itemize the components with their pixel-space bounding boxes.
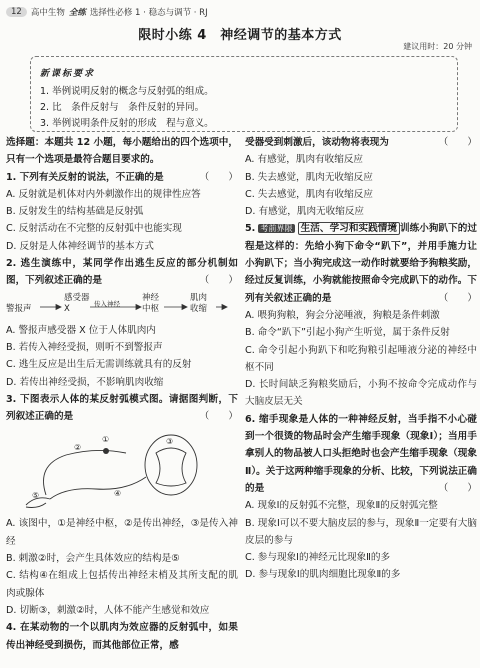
question-4: 4. 在某动物的一个以肌肉为效应器的反射弧中，如果传出神经受到损伤，而其他部位正常，感 [6,622,238,651]
option: D. 若传出神经受损，不影响肌肉收缩 [6,376,164,388]
time-hint: 建议用时：20 分钟 [403,42,472,51]
flow-node: 神经中枢 [142,292,160,314]
option: D. 有感觉，肌肉无收缩反应 [245,206,365,218]
option: D. 反射是人体神经调节的基本方式 [6,240,154,252]
option: D. 长时间缺乏狗粮奖励后，小狗不按命令完成动作与大脑皮层无关 [245,379,477,408]
left-column [6,134,238,654]
option: B. 若传入神经受损，则听不到警报声 [6,341,163,353]
option: C. 反射活动在不完整的反射弧中也能实现 [6,223,182,235]
option: C. 命令引起小狗趴下和吃狗粮引起唾液分泌的神经中枢不同 [245,344,477,373]
option: A. 喂狗狗粮，狗会分泌唾液，狗粮是条件刺激 [245,309,440,321]
option: D. 参与现象Ⅰ的肌肉细胞比现象Ⅱ的多 [245,569,401,581]
option: B. 命令“趴下”引起小狗产生听觉，属于条件反射 [245,327,450,339]
reflex-flow-diagram [6,290,238,322]
figure-label: ① [102,435,110,445]
option: B. 刺激②时，会产生具体效应的结构是⑤ [6,553,180,565]
series-name: 选择性必修 1 · 稳态与调节 · RJ [89,8,208,18]
standards-heading: 新课标要求 [40,69,96,79]
reflex-arc-drawing [6,425,238,515]
option: C. 逃生反应是出生后无需训练就具有的反射 [6,359,192,371]
flow-node: 警报声 [6,303,32,314]
option: A. 警报声感受器 X 位于人体肌肉内 [6,324,156,336]
brand-logo: 全练 [68,8,86,18]
reflex-arc-figure [6,425,238,515]
standard-item: 2. 比 条件反射与 条件反射的异同。 [40,102,205,113]
page-number: 12 [6,7,27,17]
question-4-cont: 受器受到刺激后，该动物将表现为 （ ） [245,137,477,148]
standard-item: 3. 举例说明条件反射的形成 程与意义。 [40,118,214,129]
option: C. 参与现象Ⅰ的神经元比现象Ⅱ的多 [245,552,391,564]
option: A. 有感觉，肌肉有收缩反应 [245,154,364,166]
question-2: 2. 逃生演练中，某同学作出逃生反应的部分机制如图，下列叙述正确的是 （ ） [6,258,238,287]
flow-node: 肌肉收缩 [190,292,208,314]
option: A. 该图中，①是神经中枢，②是传出神经，③是传入神经 [6,518,238,547]
option: D. 切断③，刺激②时，人体不能产生感觉和效应 [6,604,210,616]
option: A. 现象Ⅰ的反射弧不完整，现象Ⅱ的反射弧完整 [245,500,438,512]
section-intro: 选择题：本题共 12 小题，每小题给出的四个选项中，只有一个选项是最符合题目要求的。 [6,137,238,166]
option: B. 现象Ⅰ可以不要大脑皮层的参与，现象Ⅱ一定要有大脑皮层的参与 [245,517,477,546]
flow-node: 感受器 X [64,292,90,314]
question-3: 3. 下图表示人体的某反射弧模式图。请据图判断，下列叙述正确的是 （ ） [6,393,238,423]
figure-label: ④ [114,489,122,499]
context-tag: 生活、学习和实践情境 [298,222,400,235]
question-5: 5. 考前界限 生活、学习和实践情境 训练小狗趴下的过程是这样的：先给小狗下命令“趴下”，并用手施力让小狗趴下；当小狗完成这一动作时就要给予狗粮奖励，经过反复训练，小狗就能按照命令完成趴下的动作。下列有关叙述正确的是 （ ） [245,223,477,304]
page-title: 限时小练 4 神经调节的基本方式 [138,28,342,43]
flow-edge-label: 传入神经 [94,299,120,308]
book-name: 高中生物 [30,8,65,18]
running-header [6,6,208,18]
figure-label: ⑤ [32,491,40,501]
figure-label: ② [74,443,82,453]
option: A. 反射就是机体对内外刺激作出的规律性应答 [6,188,201,200]
figure-label: ③ [166,437,174,447]
tag-badge: 考前界限 [260,224,293,234]
standard-item: 1. 举例说明反射的概念与反射弧的组成。 [40,86,214,97]
option: C. 结构④在组成上包括传出神经末梢及其所支配的肌肉或腺体 [6,570,238,599]
question-6: 6. 缩手现象是人体的一种神经反射，当手指不小心碰到一个很烫的物品时会产生缩手现象（现象Ⅰ）；当用手拿别人的物品被人口头拒绝时也会产生缩手现象（现象Ⅱ）。关于这两种缩手现象的分析、比较，下列说法正确的是 （ ） [245,413,477,494]
question-1: 1. 下列有关反射的说法，不正确的是 （ ） [6,171,238,183]
right-column [245,134,477,584]
option: B. 反射发生的结构基础是反射弧 [6,206,144,218]
option: C. 失去感觉，肌肉有收缩反应 [245,188,373,200]
option: B. 失去感觉，肌肉无收缩反应 [245,171,373,183]
